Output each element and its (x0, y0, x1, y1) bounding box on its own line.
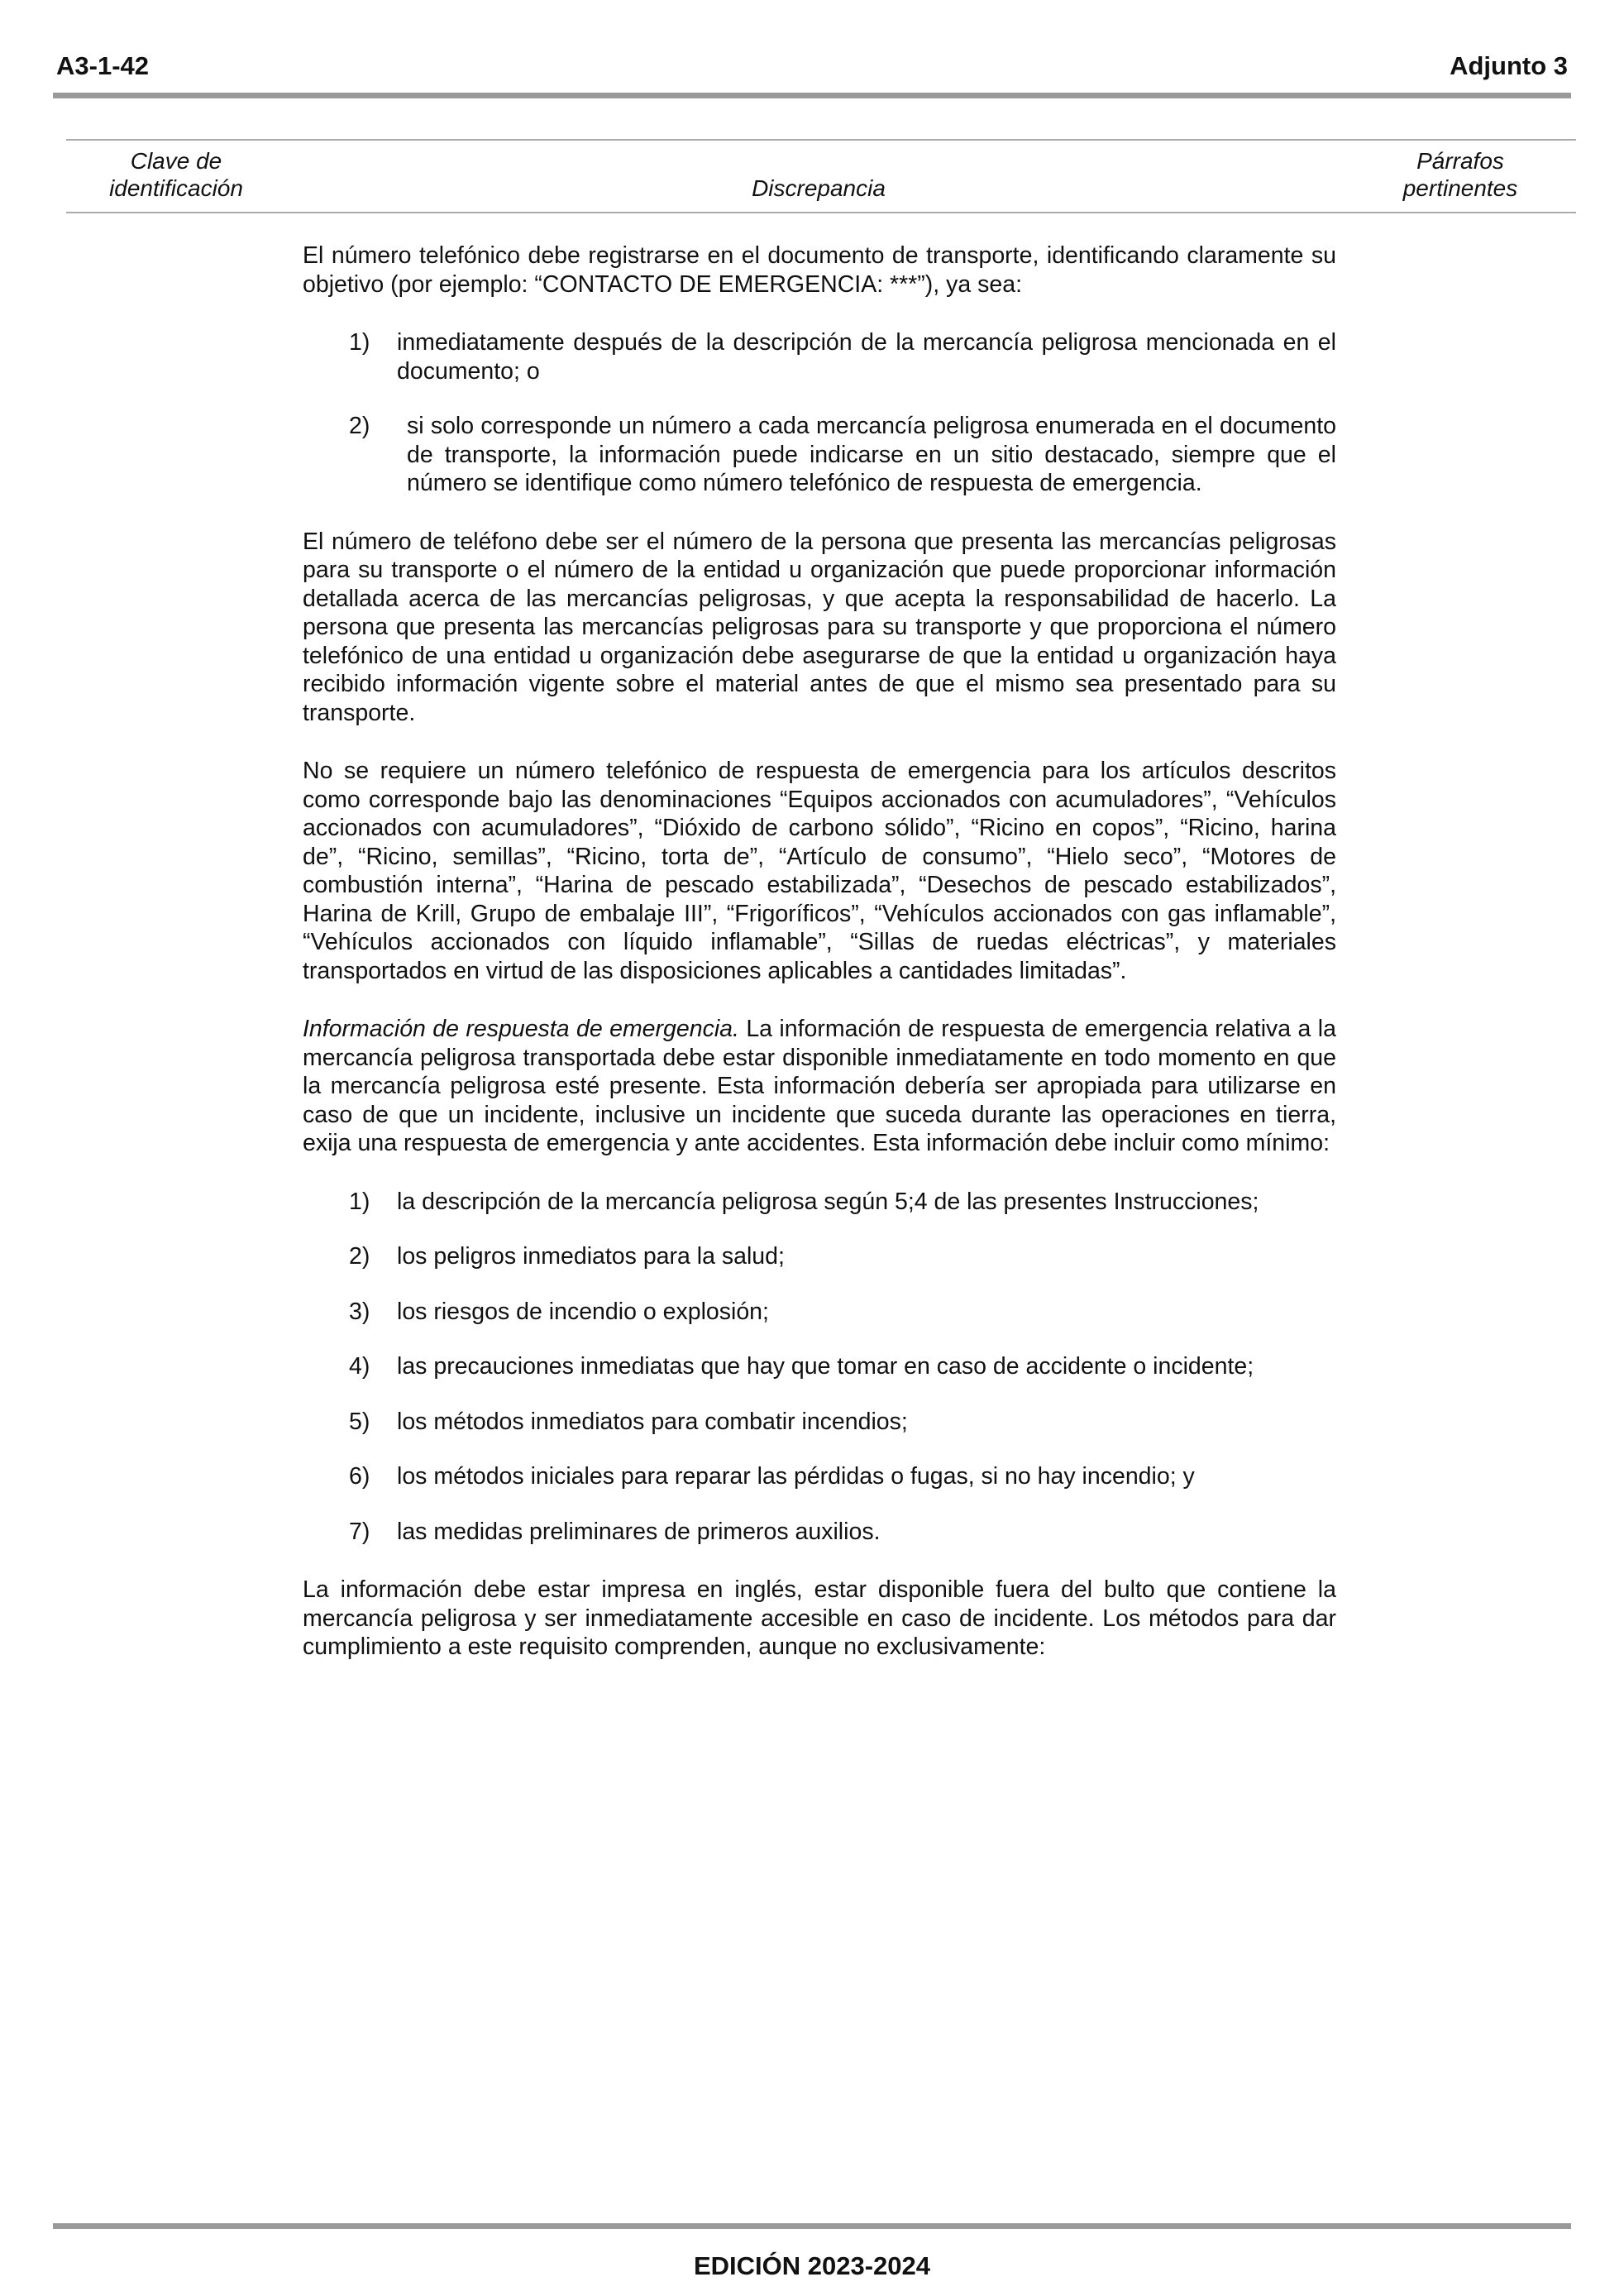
list-item (303, 328, 1336, 385)
paragraph-english-requirement: La información debe estar impresa en inglés, estar disponible fuera del bulto que contiene la mercancía peligrosa y ser inmediatamente accesible en caso de incidente. Los métodos para dar cumplimiento a este requisito comprenden, aunque no exclusivamente: (303, 1576, 1336, 1660)
column-header-key (81, 147, 271, 202)
paragraph-emergency-info (303, 1015, 1336, 1158)
list-item (303, 1242, 1336, 1271)
header-attachment: Adjunto 3 (1450, 51, 1568, 80)
list-text: las medidas preliminares de primeros auxilios. (397, 1518, 881, 1545)
paragraph-phone-owner: El número de teléfono debe ser el número de la persona que presenta las mercancías peligrosas para su transporte o el número de la entidad u organización que puede proporcionar información detallada acerca de las mercancías peligrosas, y que acepta la responsabilidad de hacerlo. La persona que presenta las mercancías peligrosas para su transporte y que proporciona el número telefónico de una entidad u organización debe asegurarse de que la entidad u organización haya recibido información vigente sobre el material antes de que el mismo sea presentado para su transporte. (303, 528, 1336, 726)
list-item (303, 1518, 1336, 1547)
list-text: si solo corresponde un número a cada mercancía peligrosa enumerada en el documento de transporte, la información puede indicarse en un sitio destacado, siempre que el número se identifique como número telefónico de respuesta de emergencia. (407, 413, 1336, 496)
column-key-line1: Clave de (130, 148, 222, 174)
list-number: 1) (349, 1188, 370, 1215)
footer-edition: EDICIÓN 2023-2024 (693, 2251, 931, 2280)
list-text: los métodos iniciales para reparar las pérdidas o fugas, si no hay incendio; y (397, 1463, 1195, 1490)
list-number: 3) (349, 1298, 370, 1325)
list-text: los riesgos de incendio o explosión; (397, 1298, 769, 1325)
column-header-bottom-line (66, 212, 1576, 213)
list-item (303, 1352, 1336, 1381)
list-number: 1) (349, 329, 370, 356)
list-number: 2) (349, 1243, 370, 1270)
list-item (303, 1408, 1336, 1437)
paragraph-exemptions: No se requiere un número telefónico de respuesta de emergencia para los artículos descritos como corresponde bajo las denominaciones “Equipos accionados con acumuladores”, “Vehículos accionados con acumuladores”, “Dióxido de carbono sólido”, “Ricino en copos”, “Ricino, harina de”, “Ricino, semillas”, “Ricino, torta de”, “Artículo de consumo”, “Hielo seco”, “Motores de combustión interna”, “Harina de pescado estabilizada”, “Desechos de pescado estabilizados”, Harina de Krill, Grupo de embalaje III”, “Frigoríficos”, “Vehículos accionados con gas inflamable”, “Vehículos accionados con líquido inflamable”, “Sillas de ruedas eléctricas”, y materiales transportados en virtud de las disposiciones aplicables a cantidades limitadas”. (303, 758, 1336, 984)
list-item (303, 1188, 1336, 1217)
column-para-line1: Párrafos (1416, 148, 1504, 174)
list-number: 7) (349, 1518, 370, 1545)
header-code: A3-1-42 (56, 51, 149, 80)
list-number: 5) (349, 1408, 370, 1435)
list-text: las precauciones inmediatas que hay que tomar en caso de accidente o incidente; (397, 1353, 1254, 1380)
list-number: 6) (349, 1463, 370, 1490)
list-item (303, 412, 1336, 498)
list-text: inmediatamente después de la descripción de la mercancía peligrosa mencionada en el documento; o (397, 329, 1336, 385)
column-header-paragraphs (1364, 147, 1556, 202)
top-rule (53, 93, 1571, 98)
list-text: la descripción de la mercancía peligrosa según 5;4 de las presentes Instrucciones; (397, 1188, 1259, 1215)
list-item (303, 1462, 1336, 1491)
list-number: 2) (349, 413, 370, 439)
column-para-line2: pertinentes (1402, 175, 1518, 201)
column-header-top-line (66, 139, 1576, 141)
emergency-info-text: La información de respuesta de emergencia relativa a la mercancía peligrosa transportada debe estar disponible inmediatamente en todo momento en que la mercancía peligrosa esté presente. Esta información debería ser apropiada para utilizarse en caso de que un incidente, inclusive un incidente que suceda durante las operaciones en tierra, exija una respuesta de emergencia y ante accidentes. Esta información debe incluir como mínimo: (303, 1016, 1336, 1156)
list-text: los peligros inmediatos para la salud; (397, 1243, 785, 1270)
bottom-rule (53, 2223, 1571, 2229)
document-body (303, 242, 1336, 1691)
column-header-discrepancy: Discrepancia (752, 175, 886, 201)
list-number: 4) (349, 1353, 370, 1380)
list-text: los métodos inmediatos para combatir incendios; (397, 1408, 908, 1435)
list-item (303, 1298, 1336, 1327)
paragraph-phone-registration: El número telefónico debe registrarse en el documento de transporte, identificando claramente su objetivo (por ejemplo: “CONTACTO DE EMERGENCIA: ***”), ya sea: (303, 242, 1336, 298)
emergency-info-lead: Información de respuesta de emergencia. (303, 1016, 739, 1042)
column-key-line2: identificación (109, 175, 243, 201)
